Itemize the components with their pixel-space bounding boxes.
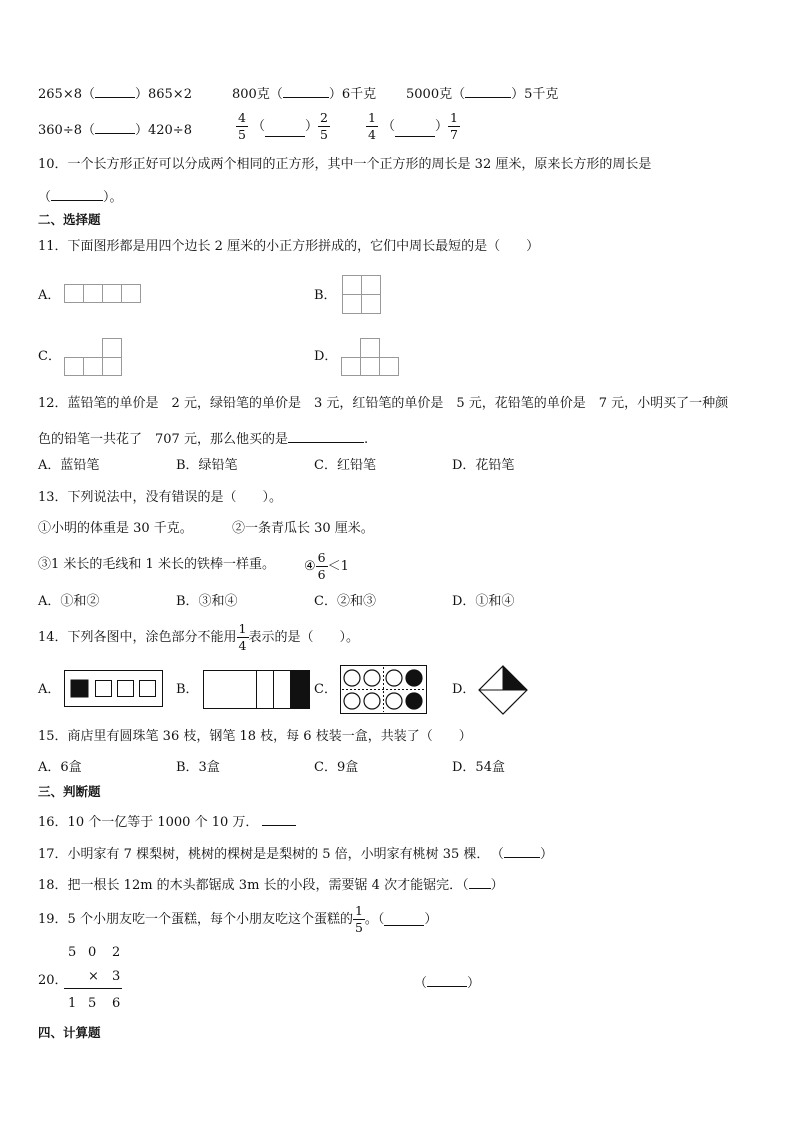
- compare-item-1: [38, 85, 192, 101]
- paren: ）: [467, 976, 481, 991]
- comparison: ＜1: [327, 558, 349, 574]
- q12-option-a[interactable]: A．蓝铅笔: [38, 458, 100, 473]
- q14-option-c-label[interactable]: C．: [314, 682, 337, 697]
- paren: （: [497, 847, 504, 862]
- q14-figure-c: [340, 665, 428, 715]
- compare-item-2: [232, 85, 376, 101]
- q14-figure-b: [203, 670, 311, 710]
- q11-figure-a: [64, 284, 142, 304]
- q15-option-d[interactable]: D．54盒: [452, 760, 505, 775]
- answer-blank[interactable]: [395, 124, 435, 137]
- fraction: $\frac{6}{6}$: [317, 550, 326, 582]
- q20-result-digit: 1: [68, 996, 77, 1011]
- answer-blank[interactable]: [427, 974, 467, 987]
- fraction: $\frac{2}{5}$: [319, 110, 328, 142]
- answer-blank[interactable]: [265, 124, 305, 137]
- q13-stem: 13．下列说法中，没有错误的是（ ）。: [38, 490, 283, 505]
- paren: （: [462, 878, 469, 893]
- paren: ）: [539, 847, 553, 862]
- q20-result-digit: 5: [88, 996, 97, 1011]
- fraction: $\frac{1}{4}$: [368, 110, 376, 142]
- q10-line1: 10．一个长方形正好可以分成两个相同的正方形，其中一个正方形的周长是 32 厘米，原来长方形的周长是: [38, 157, 652, 172]
- q12-line2: [38, 430, 368, 446]
- q13-option-d[interactable]: D．①和④: [452, 594, 515, 609]
- q13-option-c[interactable]: C．②和③: [314, 594, 376, 609]
- compare-left: 800克（: [232, 87, 283, 102]
- q18: [38, 876, 504, 892]
- answer-blank[interactable]: [95, 85, 135, 98]
- paren: （: [38, 190, 52, 205]
- q14-text: 14．下列各图中，涂色部分不能用: [38, 629, 237, 645]
- answer-blank[interactable]: [469, 876, 491, 889]
- section-2-heading: 二、选择题: [38, 212, 101, 227]
- q20-rule: [64, 988, 122, 989]
- q13-statement-2: ②一条青瓜长 30 厘米。: [232, 521, 374, 536]
- period: .: [363, 432, 369, 447]
- q14-text: 表示的是（ ）。: [248, 629, 360, 645]
- q11-option-c-label[interactable]: C．: [38, 349, 61, 364]
- paren: ）。: [103, 190, 123, 205]
- q11-figure-c: [64, 338, 122, 378]
- q12-text: 色的铅笔一共花了 707 元，那么他买的是: [38, 432, 288, 447]
- q11-option-b-label[interactable]: B．: [314, 288, 337, 303]
- paren: ）: [424, 911, 438, 927]
- paren: ）: [434, 118, 448, 134]
- q19: [38, 901, 437, 937]
- q20-multiplier: 3: [112, 969, 121, 984]
- q17: [38, 845, 553, 861]
- q14-option-a-label[interactable]: A．: [38, 682, 61, 697]
- q20-times-sign: ×: [88, 969, 99, 984]
- q20-top-digit: 2: [112, 945, 121, 960]
- q13-option-a[interactable]: A．①和②: [38, 594, 100, 609]
- compare-left: 265×8（: [38, 87, 95, 102]
- compare-right: ）420÷8: [134, 123, 192, 138]
- answer-blank[interactable]: [504, 845, 540, 858]
- answer-blank[interactable]: [465, 85, 511, 98]
- section-4-heading: 四、计算题: [38, 1025, 101, 1040]
- fraction: $\frac{4}{5}$: [238, 110, 246, 142]
- q20-result-digit: 6: [112, 996, 121, 1011]
- compare-item-5: [236, 108, 330, 144]
- answer-blank[interactable]: [283, 85, 329, 98]
- q14-option-b-label[interactable]: B．: [176, 682, 199, 697]
- answer-blank[interactable]: [51, 188, 103, 201]
- compare-left: 5000克（: [406, 87, 466, 102]
- q14-stem: [38, 620, 359, 654]
- compare-left: 360÷8（: [38, 123, 95, 138]
- q13-option-b[interactable]: B．③和④: [176, 594, 238, 609]
- q12-option-d[interactable]: D．花铅笔: [452, 458, 515, 473]
- q11-stem: 11．下面图形都是用四个边长 2 厘米的小正方形拼成的，它们中周长最短的是（ ）: [38, 239, 540, 254]
- q18-text: 18．把一根长 12m 的木头都锯成 3m 长的小段，需要锯 4 次才能锯完．: [38, 878, 463, 893]
- compare-right: ）5千克: [511, 87, 559, 102]
- q20-label: 20．: [38, 973, 68, 988]
- q15-option-a[interactable]: A．6盒: [38, 760, 82, 775]
- answer-blank[interactable]: [95, 121, 135, 134]
- compare-right: ）6千克: [328, 87, 377, 102]
- q11-figure-d: [341, 338, 399, 378]
- q11-option-a-label[interactable]: A．: [38, 288, 61, 303]
- compare-item-6: [366, 108, 460, 144]
- q17-text: 17．小明家有 7 棵梨树，桃树的棵树是是梨树的 5 倍，小明家有桃树 35 棵．: [38, 847, 490, 862]
- q15-option-b[interactable]: B．3盒: [176, 760, 220, 775]
- q16-text: 16．10 个一亿等于 1000 个 10 万．: [38, 815, 259, 830]
- q14-figure-a: [64, 670, 164, 708]
- q13-statement-4: [304, 551, 349, 581]
- fraction: $\frac{1}{4}$: [238, 621, 247, 653]
- q15-option-c[interactable]: C．9盒: [314, 760, 359, 775]
- circled-4: ④: [304, 558, 316, 574]
- q12-line1: 12．蓝铅笔的单价是 2 元，绿铅笔的单价是 3 元，红铅笔的单价是 5 元，花铅笔的单价是 7 元，小明买了一种颜: [38, 396, 729, 411]
- q19-text: 。（: [364, 911, 385, 927]
- answer-blank[interactable]: [288, 430, 364, 443]
- q12-option-b[interactable]: B．绿铅笔: [176, 458, 238, 473]
- q14-option-d-label[interactable]: D．: [452, 682, 476, 697]
- paren: （: [251, 118, 265, 134]
- paren: （: [414, 976, 428, 991]
- answer-blank[interactable]: [384, 913, 424, 926]
- fraction: $\frac{1}{5}$: [354, 903, 363, 935]
- q10-line2: [38, 188, 123, 204]
- q20-top-digit: 5: [68, 945, 77, 960]
- section-3-heading: 三、判断题: [38, 784, 101, 799]
- q20-top-digit: 0: [88, 945, 97, 960]
- q15-stem: 15．商店里有圆珠笔 36 枝，钢笔 18 枝，每 6 枝装一盒，共装了（ ）: [38, 729, 472, 744]
- paren: （: [381, 118, 395, 134]
- q11-option-d-label[interactable]: D．: [314, 349, 338, 364]
- q20-answer: [414, 974, 480, 990]
- paren: ）: [304, 118, 318, 134]
- q13-statement-1: ①小明的体重是 30 千克。: [38, 521, 193, 536]
- compare-right: ）865×2: [134, 87, 192, 102]
- q11-figure-b: [342, 275, 382, 315]
- paren: ）: [490, 878, 504, 893]
- q12-option-c[interactable]: C．红铅笔: [314, 458, 376, 473]
- q13-statement-3: ③1 米长的毛线和 1 米长的铁棒一样重。: [38, 557, 275, 572]
- compare-item-4: [38, 121, 192, 137]
- q19-text: 19．5 个小朋友吃一个蛋糕，每个小朋友吃这个蛋糕的: [38, 911, 353, 927]
- answer-blank[interactable]: [262, 813, 296, 826]
- q14-figure-d: [479, 665, 529, 715]
- compare-item-3: [406, 85, 558, 101]
- q16: [38, 813, 296, 829]
- fraction: $\frac{1}{7}$: [449, 110, 458, 142]
